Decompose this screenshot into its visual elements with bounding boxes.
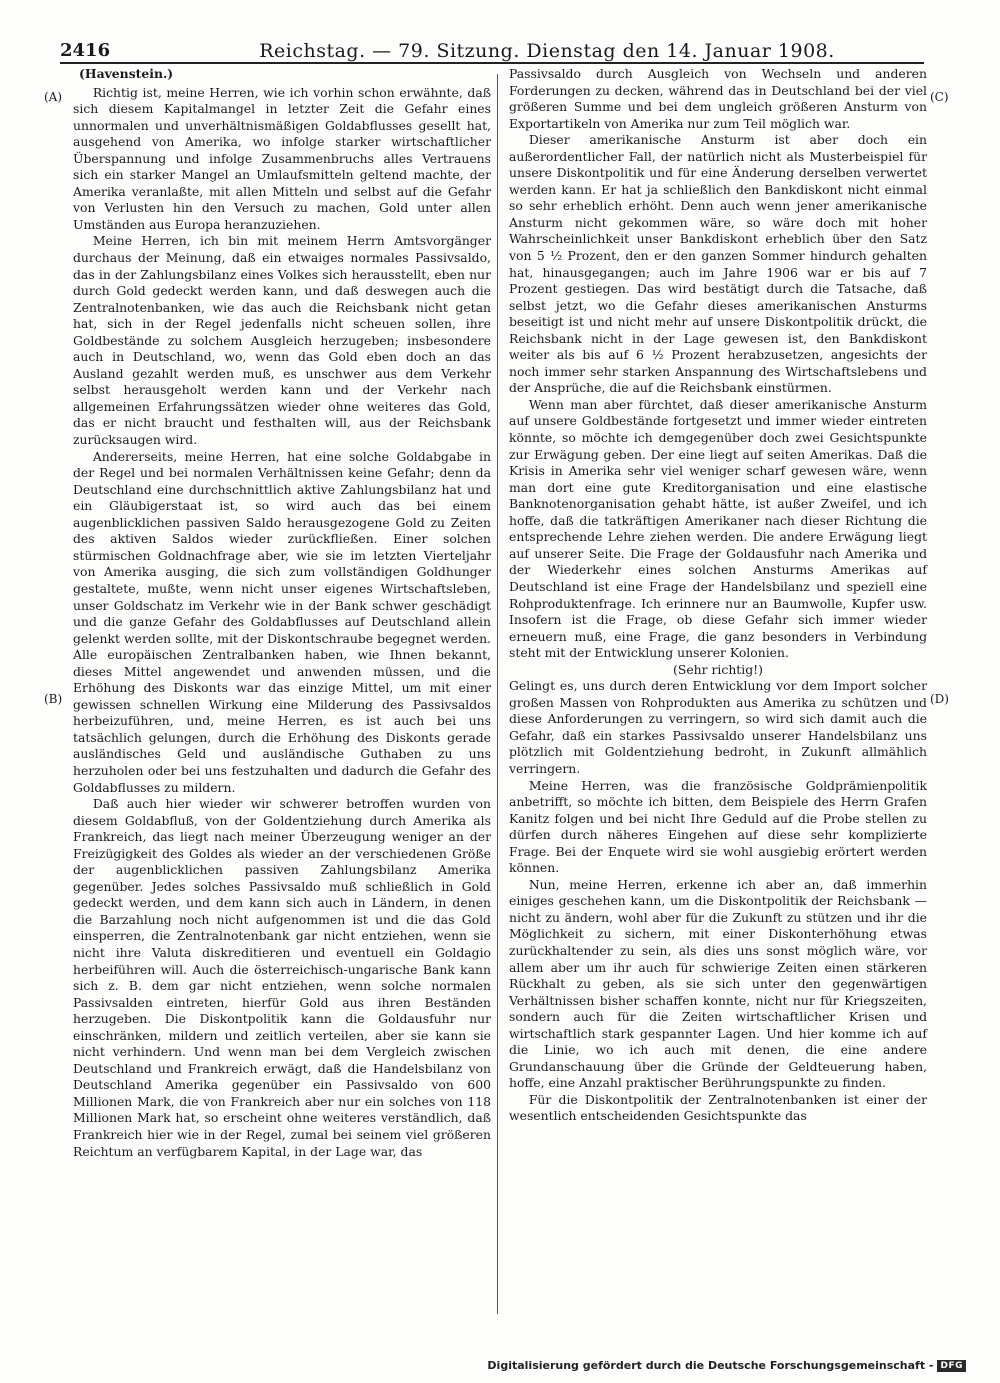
paragraph: Gelingt es, uns durch deren Entwicklung vor dem Import solcher großen Massen von Rohprodukten aus Amerika zu schützen und diese Anforderungen zu verringern, so wird sich damit auch die Gefahr, daß ein starkes Passivsaldo unserer Handelsbilanz uns plötzlich mit Goldentziehung bedroht, in Zukunft allmählich verringern. [509, 678, 927, 776]
paragraph: Meine Herren, ich bin mit meinem Herrn Amtsvorgänger durchaus der Meinung, daß ein etwaiges normales Passivsaldo, das in der Zahlungsbilanz eines Volkes sich herausstellt, eben nur durch Gold gedeckt werden kann, und daß deswegen auch die Zentralnotenbanken, wie das auch die Reichsbank nicht getan hat, sich in der Regel jedenfalls nicht scheuen sollen, ihre Goldbestände zu solchem Ausgleich herzugeben; insbesondere auch in Deutschland, wo, wenn das Gold eben doch an das Ausland gezahlt werden muß, es unschwer aus dem Verkehr selbst herausgeholt werden kann und der Verkehr nach allgemeinen Erfahrungssätzen wieder ohne weiteres das Gold, das er nicht braucht und festhalten will, aus der Reichsbank zurücksaugen wird. [73, 233, 491, 448]
paragraph: Für die Diskontpolitik der Zentralnotenbanken ist einer der wesentlich entscheidenden Gesichtspunkte das [509, 1091, 927, 1124]
speaker-name: (Havenstein.) [79, 66, 174, 81]
paragraph: Dieser amerikanische Ansturm ist aber doch ein außerordentlicher Fall, der natürlich nicht als Musterbeispiel für unsere Diskontpolitik und für eine Änderung derselben verwertet werden kann. Er hat ja schließlich den Bankdiskont nicht einmal so sehr erheblich erhöht. Denn auch wenn jener amerikanische Ansturm nicht gekommen wäre, so wäre doch mit hoher Wahrscheinlichkeit unser Bankdiskont erheblich über den Satz von 5 ½ Prozent, den er den ganzen Sommer hindurch gehalten hat, hinausgegangen; auch im Jahre 1906 war er bis auf 7 Prozent gestiegen. Das wird bestätigt durch die Tatsache, daß selbst jetzt, wo die Gefahr dieses amerikanischen Ansturms beseitigt ist und nicht mehr auf unsere Diskontpolitik drückt, die Reichsbank nicht in der Lage gewesen ist, den Bankdiskont weiter als bis auf 6 ½ Prozent herabzusetzen, angesichts der noch immer sehr starken Anspannung des Wirtschaftslebens und der Ansprüche, die auf die Reichsbank einstürmen. [509, 132, 927, 396]
paragraph: Daß auch hier wieder wir schwerer betroffen wurden von diesem Goldabfluß, von der Goldentziehung durch Amerika als Frankreich, das liegt nach meiner Überzeugung weniger an der Freizügigkeit des Goldes als wieder an der verschiedenen Größe der augenblicklichen passiven Zahlungsbilanz Amerika gegenüber. Jedes solches Passivsaldo muß schließlich in Gold gedeckt werden, und dem kann sich auch in Ländern, in denen die Barzahlung noch nicht aufgenommen ist und die das Gold einsperren, die Zentralnotenbank gar nicht entziehen, wenn sie nicht ihre Valuta diskreditieren und eventuell ein Goldagio herbeiführen will. Auch die österreichisch-ungarische Bank kann sich z. B. dem gar nicht entziehen, wenn solche normalen Passivsalden eintreten, hierfür Gold aus ihren Beständen herzugeben. Die Diskontpolitik kann die Goldausfuhr nur einschränken, mildern und zeitlich verteilen, aber sie kann sie nicht verhindern. Und wenn man bei dem Vergleich zwischen Deutschland und Frankreich erwägt, daß die Handelsbilanz von Deutschland Amerika gegenüber ein Passivsaldo von 600 Millionen Mark, die von Frankreich aber nur ein solches von 118 Millionen Mark hat, so erscheint ohne weiteres verständlich, daß Frankreich hier wie in der Regel, zumal bei seinem viel größeren Reichtum an verfügbarem Kapital, in der Lage war, das [73, 796, 491, 1159]
header-rule [60, 62, 924, 64]
right-column [509, 66, 927, 1125]
margin-marker-b: (B) [44, 692, 63, 706]
footer-text: Digitalisierung gefördert durch die Deutsche Forschungsgemeinschaft - [487, 1359, 934, 1372]
page-title: Reichstag. — 79. Sitzung. Dienstag den 14. Januar 1908. [259, 40, 835, 62]
paragraph: Andererseits, meine Herren, hat eine solche Goldabgabe in der Regel und bei normalen Verhältnissen keine Gefahr; denn da Deutschland eine durchschnittlich aktive Zahlungsbilanz hat und ein Gläubigerstaat ist, so wird auch das bei einem augenblicklichen passiven Saldo herausgezogene Gold zu Zeiten des aktiven Saldos wieder zurückfließen. Einer solchen stürmischen Goldnachfrage aber, wie sie im letzten Vierteljahr von Amerika ausging, die sich zum vollständigen Goldhunger gestaltete, mußte, wenn nicht unser eigenes Wirtschaftsleben, unser Goldschatz im Verkehr wie in der Bank schwer geschädigt und die ganze Gefahr des Goldabflusses auf Deutschland allein gelenkt werden sollte, mit der Diskontschraube begegnet werden. Alle europäischen Zentralbanken haben, wie Ihnen bekannt, dieses Mittel angewendet und anwenden müssen, und die Erhöhung des Diskonts war das einzige Mittel, um mit einer gewissen schnellen Wirkung eine Milderung des Passivsaldos herbeizuführen, und, meine Herren, es ist auch bei uns tatsächlich gelungen, durch die Erhöhung des Diskonts gerade ausländisches Geld und ausländische Guthaben zu uns herzuholen oder bei uns festzuhalten und dadurch die Gefahr des Goldabflusses zu mildern. [73, 448, 491, 795]
dfg-logo: DFG [937, 1360, 966, 1372]
left-column [73, 66, 491, 1160]
margin-marker-a: (A) [44, 90, 63, 104]
paragraph-continuation: Passivsaldo durch Ausgleich von Wechseln und anderen Forderungen zu decken, während das in Deutschland bei der viel größeren Summe und bei dem ungleich größeren Ansturm von Exportartikeln von Amerika nur zum Teil möglich war. [509, 66, 927, 131]
paragraph: Nun, meine Herren, erkenne ich aber an, daß immerhin einiges geschehen kann, um die Diskontpolitik der Reichsbank — nicht zu ändern, wohl aber für die Zukunft zu stützen und ihr die Möglichkeit zu sichern, mit einer Diskonterhöhung etwas zurückhaltender zu sein, als dies uns sonst möglich wäre, vor allem aber um ihr auch für schwierige Zeiten einen stärkeren Rückhalt zu geben, als sie sich unter den gegenwärtigen Verhältnissen bisher schaffen konnte, nicht nur für Kriegszeiten, sondern auch für die Zeiten wirtschaftlicher Krisen und wirtschaftlich stark gespannter Lagen. Und hier komme ich auf die Linie, wo ich auch mit denen, die eine andere Grundanschauung über die Gründe der Geldteuerung haben, hoffe, eine Anzahl praktischer Berührungspunkte zu finden. [509, 876, 927, 1091]
column-divider [497, 74, 498, 1314]
paragraph: Richtig ist, meine Herren, wie ich vorhin schon erwähnte, daß sich diesem Kapitalmangel in letzter Zeit die Gefahr eines unnormalen und unverhältnismäßigen Goldabflusses gesellt hat, ausgehend von Amerika, wo infolge starker wirtschaftlicher Überspannung und infolge Zusammenbruchs alles Vertrauens sich ein starker Mangel an Umlaufsmitteln geltend machte, der Amerika veranlaßte, mit allen Mitteln und selbst auf die Gefahr von Verlusten hin den Versuch zu machen, Gold unter allen Umständen aus Europa heranzuziehen. [73, 84, 491, 232]
page-header [60, 34, 924, 64]
paragraph: Meine Herren, was die französische Goldprämienpolitik anbetrifft, so möchte ich bitten, dem Beispiele des Herrn Grafen Kanitz folgen und bei nicht Ihre Geduld auf die Probe stellen zu dürfen durch näheres Eingehen auf diese sehr komplizierte Frage. Bei der Enquete wird sie wohl ausgiebig erörtert werden können. [509, 777, 927, 876]
margin-marker-d: (D) [930, 692, 949, 706]
page-number: 2416 [60, 40, 111, 61]
margin-marker-c: (C) [930, 90, 949, 104]
interjection: (Sehr richtig!) [673, 661, 763, 677]
footer [487, 1359, 966, 1372]
paragraph: Wenn man aber fürchtet, daß dieser amerikanische Ansturm auf unsere Goldbestände fortgesetzt und immer wieder eintreten könnte, so möchte ich demgegenüber doch zwei Gesichtspunkte zur Erwägung geben. Der eine liegt auf seiten Amerikas. Daß die Krisis in Amerika sehr viel weniger scharf gewesen wäre, wenn man dort eine gute Kreditorganisation und eine elastische Banknotenorganisation gehabt hätte, ist außer Zweifel, und ich hoffe, daß die tatkräftigen Amerikaner nach dieser Richtung die entsprechende Lehre ziehen werden. Die andere Erwägung liegt auf unserer Seite. Die Frage der Goldausfuhr nach Amerika und der Wiederkehr eines solchen Ansturms Amerikas auf Deutschland ist eine Frage der Handelsbilanz und speziell eine Rohproduktenfrage. Ich erinnere nur an Baumwolle, Kupfer usw. Insofern ist die Frage, ob diese Gefahr sich immer wieder erneuern muß, eine Frage, die ganz besonders in Verbindung steht mit der Entwicklung unserer Kolonien. [509, 396, 927, 661]
